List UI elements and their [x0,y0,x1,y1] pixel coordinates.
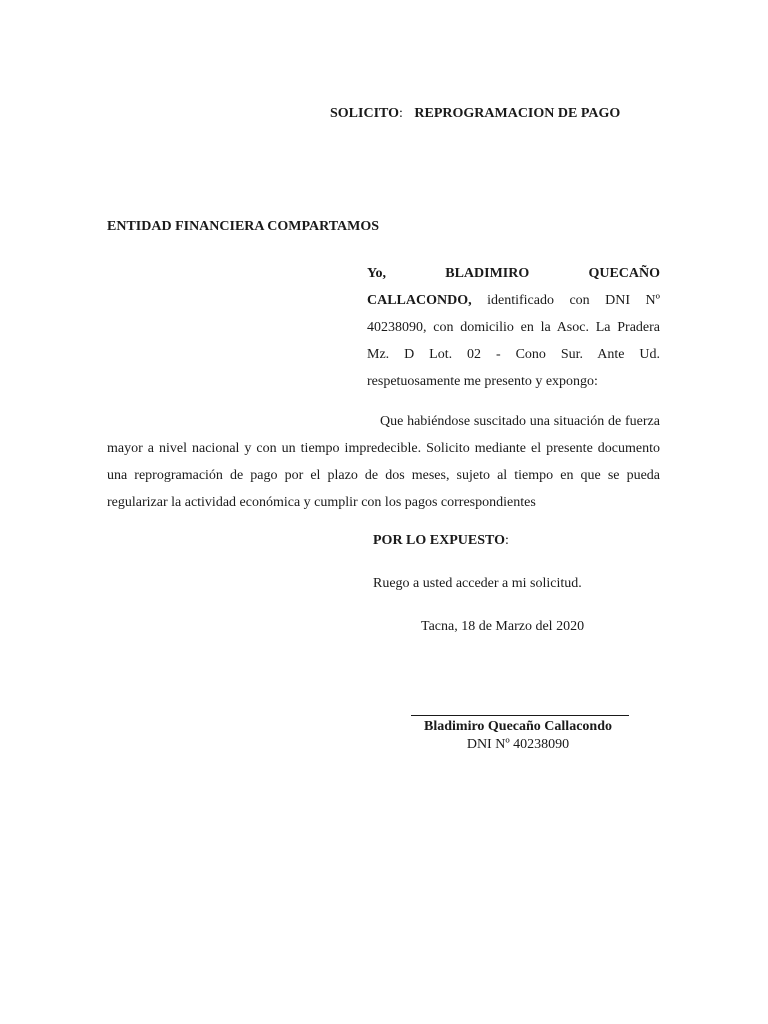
signature-line [411,715,629,716]
intro-yo: Yo, [367,266,387,281]
closing-label: POR LO EXPUESTO [373,533,505,548]
subject-line [330,106,620,122]
signature-block [400,718,636,754]
body-paragraph [107,408,660,516]
intro-name-first: BLADIMIRO [445,266,530,281]
subject-label: SOLICITO [330,106,399,121]
intro-text: identificado con DNI Nº 40238090, con domicilio en la Asoc. La Pradera Mz. D Lot. 02 - Cono Sur. Ante Ud. respetuosamente me presento y expongo: [367,293,660,389]
intro-name-second: QUECAÑO [588,266,661,281]
signature-id: DNI Nº 40238090 [466,737,570,752]
request-text: Ruego a usted acceder a mi solicitud. [373,576,582,591]
addressee: ENTIDAD FINANCIERA COMPARTAMOS [107,219,379,234]
intro-name-third: CALLACONDO, [367,293,472,308]
closing-heading [373,533,509,549]
intro-paragraph [367,260,660,395]
closing-colon: : [505,533,509,548]
subject-colon: : [399,106,403,121]
intro-first-line [367,260,660,287]
signature-name: Bladimiro Quecaño Callacondo [424,719,612,734]
place-date: Tacna, 18 de Marzo del 2020 [421,619,585,634]
subject-value: REPROGRAMACION DE PAGO [414,106,621,121]
body-text: Que habiéndose suscitado una situación de fuerza mayor a nivel nacional y con un tiempo impredecible. Solicito mediante el presente documento una reprogramación de pago por el plazo de dos meses, sujeto al tiempo en que se pueda regularizar la actividad económica y cumplir con los pagos correspondientes [107,414,660,510]
